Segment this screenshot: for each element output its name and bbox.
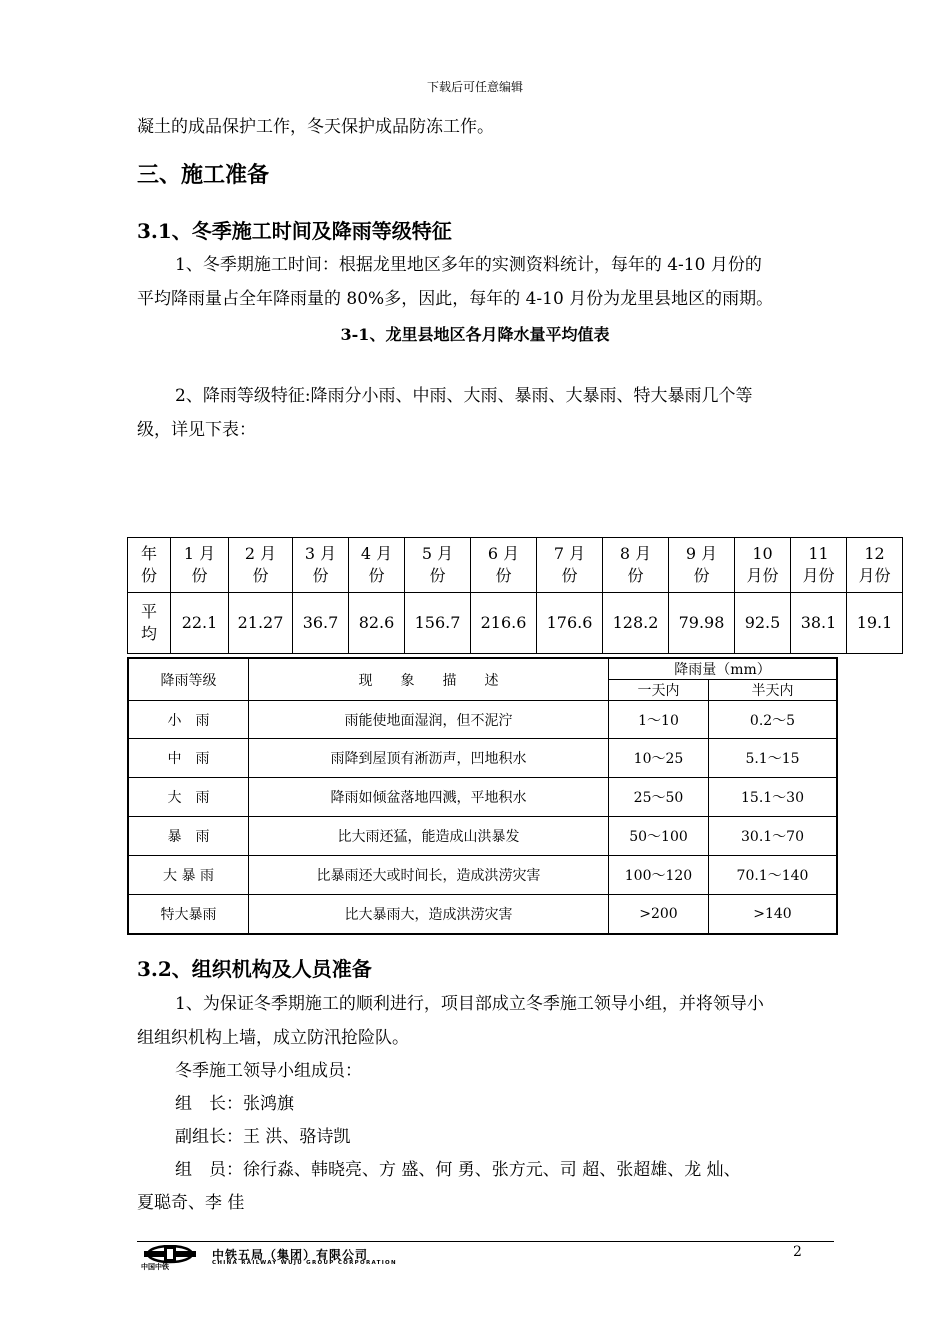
- grade-cell: 大 雨: [128, 778, 249, 817]
- half-cell: 0.2～5: [709, 701, 838, 739]
- avg-value: 21.27: [229, 593, 293, 654]
- desc-cell: 比暴雨还大或时间长，造成洪涝灾害: [249, 856, 609, 895]
- month-cell: [735, 538, 791, 593]
- month-label: 10: [752, 544, 773, 563]
- s31-p1-line1: 1、冬季期施工时间：根据龙里地区多年的实测资料统计，每年的 4-10 月份的: [175, 255, 762, 275]
- desc-cell: 降雨如倾盆落地四溅，平地积水: [249, 778, 609, 817]
- month-label: 2 月: [244, 544, 277, 563]
- avg-value: 22.1: [171, 593, 229, 654]
- day-cell: 25～50: [609, 778, 709, 817]
- desc-cell: 雨能使地面湿润，但不泥泞: [249, 701, 609, 739]
- day-cell: 100～120: [609, 856, 709, 895]
- month-label: 7 月: [553, 544, 586, 563]
- month-cell: [405, 538, 471, 593]
- table-row: [128, 778, 837, 817]
- header-note: 下载后可任意编辑: [426, 80, 523, 94]
- s32-p1-line1: 1、为保证冬季期施工的顺利进行，项目部成立冬季施工领导小组，并将领导小: [175, 994, 764, 1014]
- month-suffix: 份: [368, 566, 385, 585]
- col-halfday-header: 半天内: [709, 680, 838, 701]
- month-suffix: 份: [693, 566, 710, 585]
- month-label: 9 月: [685, 544, 718, 563]
- s32-members-line2: 夏聪奇、李 佳: [137, 1193, 245, 1213]
- table-caption: 3-1、龙里县地区各月降水量平均值表: [340, 325, 610, 344]
- desc-cell: 比大暴雨大，造成洪涝灾害: [249, 895, 609, 934]
- half-cell: 70.1～140: [709, 856, 838, 895]
- month-cell: [847, 538, 903, 593]
- month-cell: [537, 538, 603, 593]
- avg-value: 79.98: [669, 593, 735, 654]
- avg-value: 216.6: [471, 593, 537, 654]
- logo-text: 中国中铁: [141, 1263, 169, 1271]
- s31-p2-line1: 2、降雨等级特征:降雨分小雨、中雨、大雨、暴雨、大暴雨、特大暴雨几个等: [175, 386, 753, 406]
- month-label: 4 月: [360, 544, 393, 563]
- s32-p1-line2: 组组织机构上墙，成立防汛抢险队。: [137, 1028, 409, 1048]
- month-cell: [229, 538, 293, 593]
- col-amount-header: 降雨量（mm）: [609, 658, 838, 680]
- s32-members-line1: 组 员：徐行淼、韩晓亮、方 盛、何 勇、张方元、司 超、张超雄、龙 灿、: [175, 1160, 741, 1180]
- page-number: 2: [793, 1244, 802, 1260]
- month-suffix: 月份: [746, 566, 779, 585]
- rain-grade-table: [127, 657, 838, 935]
- month-cell: [471, 538, 537, 593]
- s31-p1-line2: 平均降雨量占全年降雨量的 80%多，因此，每年的 4-10 月份为龙里县地区的雨期。: [137, 289, 774, 309]
- month-cell: [603, 538, 669, 593]
- month-header-row: [128, 538, 903, 593]
- s32-members-title: 冬季施工领导小组成员：: [175, 1061, 362, 1081]
- avg-value: 82.6: [349, 593, 405, 654]
- day-cell: >200: [609, 895, 709, 934]
- half-cell: 5.1～15: [709, 739, 838, 778]
- avg-value: 92.5: [735, 593, 791, 654]
- month-cell: [791, 538, 847, 593]
- month-label: 11: [808, 544, 829, 563]
- month-suffix: 份: [252, 566, 269, 585]
- col-grade-header: 降雨等级: [128, 658, 249, 701]
- year-label-2: 份: [140, 566, 157, 585]
- month-cell: [349, 538, 405, 593]
- month-suffix: 份: [191, 566, 208, 585]
- avg-value: 38.1: [791, 593, 847, 654]
- month-suffix: 月份: [858, 566, 891, 585]
- grade-header-row: [128, 658, 837, 680]
- avg-value: 156.7: [405, 593, 471, 654]
- half-cell: 30.1～70: [709, 817, 838, 856]
- month-cell: [669, 538, 735, 593]
- table-row: [128, 701, 837, 739]
- col-desc-header: 现 象 描 述: [249, 658, 609, 701]
- year-label-1: 年: [140, 544, 157, 563]
- month-cell: [293, 538, 349, 593]
- grade-cell: 大 暴 雨: [128, 856, 249, 895]
- month-label: 12: [864, 544, 885, 563]
- month-label: 1 月: [183, 544, 216, 563]
- s32-title: 3.2、组织机构及人员准备: [137, 957, 372, 981]
- month-suffix: 份: [429, 566, 446, 585]
- grade-cell: 小 雨: [128, 701, 249, 739]
- company-name-en: CHINA RAILWAY WUJU GROUP CORPORATION: [212, 1260, 397, 1266]
- grade-cell: 特大暴雨: [128, 895, 249, 934]
- desc-cell: 雨降到屋顶有淅沥声，凹地积水: [249, 739, 609, 778]
- month-label: 5 月: [421, 544, 454, 563]
- company-name-cn: 中铁五局（集团）有限公司: [212, 1248, 369, 1262]
- avg-value: 19.1: [847, 593, 903, 654]
- year-label-cell: [128, 538, 171, 593]
- day-cell: 1～10: [609, 701, 709, 739]
- month-suffix: 份: [312, 566, 329, 585]
- table-row: [128, 895, 837, 934]
- half-cell: 15.1～30: [709, 778, 838, 817]
- avg-value: 36.7: [293, 593, 349, 654]
- grade-cell: 暴 雨: [128, 817, 249, 856]
- half-cell: >140: [709, 895, 838, 934]
- grade-cell: 中 雨: [128, 739, 249, 778]
- month-label: 3 月: [304, 544, 337, 563]
- table-row: [128, 817, 837, 856]
- avg-value: 176.6: [537, 593, 603, 654]
- day-cell: 10～25: [609, 739, 709, 778]
- month-suffix: 月份: [802, 566, 835, 585]
- month-suffix: 份: [627, 566, 644, 585]
- month-label: 6 月: [487, 544, 520, 563]
- footer-divider: [137, 1241, 834, 1242]
- s31-title: 3.1、冬季施工时间及降雨等级特征: [137, 219, 452, 243]
- col-day-header: 一天内: [609, 680, 709, 701]
- desc-cell: 比大雨还猛，能造成山洪暴发: [249, 817, 609, 856]
- avg-label-2: 均: [140, 624, 157, 643]
- s31-p2-line2: 级，详见下表：: [137, 420, 256, 440]
- month-cell: [171, 538, 229, 593]
- month-label: 8 月: [619, 544, 652, 563]
- table-row: [128, 856, 837, 895]
- section3-title: 三、施工准备: [137, 162, 270, 188]
- month-suffix: 份: [561, 566, 578, 585]
- s32-deputy: 副组长：王 洪、骆诗凯: [175, 1127, 351, 1147]
- avg-label-cell: [128, 593, 171, 654]
- table-row: [128, 739, 837, 778]
- intro-line: 凝土的成品保护工作，冬天保护成品防冻工作。: [137, 117, 494, 137]
- average-row: [128, 593, 903, 654]
- s32-leader: 组 长：张鸿旗: [175, 1094, 294, 1114]
- day-cell: 50～100: [609, 817, 709, 856]
- avg-value: 128.2: [603, 593, 669, 654]
- month-suffix: 份: [495, 566, 512, 585]
- monthly-rainfall-table: [127, 537, 903, 654]
- avg-label-1: 平: [140, 602, 157, 621]
